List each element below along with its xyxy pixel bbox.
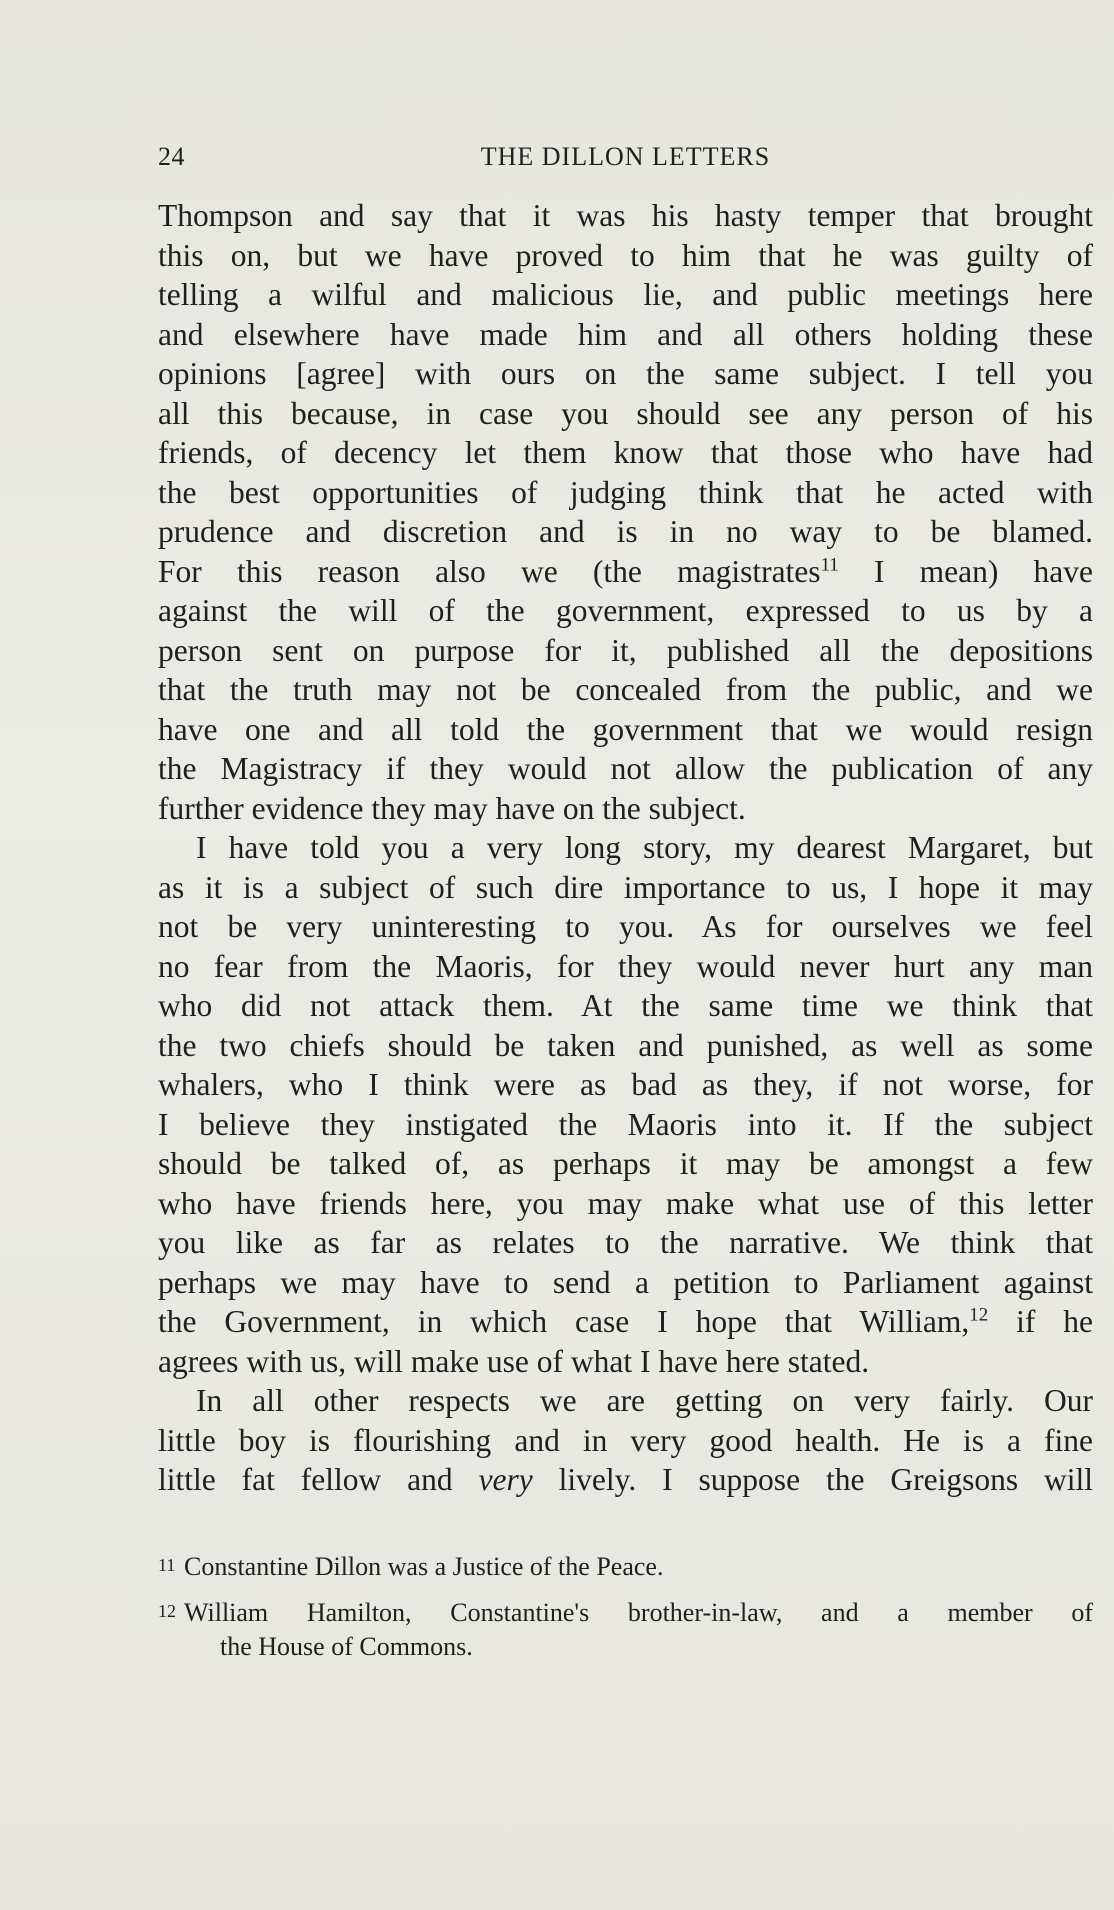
footnote-ref-12: 12 — [969, 1304, 989, 1326]
text-line: perhaps we may have to send a petition to Parliament against — [158, 1264, 1093, 1300]
text-line-with-emphasis — [158, 1460, 1093, 1500]
text-segment: little fat fellow and — [158, 1462, 479, 1497]
text-line: as it is a subject of such dire importance to us, I hope it may — [158, 869, 1093, 905]
text-line: who have friends here, you may make what use of this letter — [158, 1185, 1093, 1221]
text-segment: the Government, in which case I hope that William, — [158, 1304, 970, 1339]
text-line: against the will of the government, expressed to us by a — [158, 593, 1093, 628]
text-line: the Magistracy if they would not allow the publication of any — [158, 751, 1093, 786]
text-line: the two chiefs should be taken and punished, as well as some — [158, 1027, 1093, 1063]
text-line-with-footnote — [158, 552, 1093, 592]
text-line: whalers, who I think were as bad as they, if not worse, for — [158, 1067, 1093, 1102]
footnote-11 — [158, 1550, 1093, 1584]
text-line: no fear from the Maoris, for they would never hurt any man — [158, 948, 1093, 984]
paragraph-1 — [158, 196, 1093, 828]
text-line: agrees with us, will make use of what I have here stated. — [158, 1343, 870, 1379]
text-line: telling a wilful and malicious lie, and public meetings here — [158, 277, 1093, 312]
footnote-ref-11: 11 — [820, 554, 839, 575]
paragraph-3 — [158, 1381, 1093, 1500]
text-line: the best opportunities of judging think that he acted with — [158, 474, 1093, 510]
text-line: have one and all told the government that we would resign — [158, 711, 1093, 747]
text-segment: if he — [988, 1304, 1093, 1339]
footnote-text — [184, 1596, 1093, 1664]
running-title: THE DILLON LETTERS — [480, 142, 771, 171]
text-segment: lively. I suppose the Greigsons will — [532, 1462, 1093, 1497]
text-line: friends, of decency let them know that those who have had — [158, 435, 1093, 470]
footnote-mark: 12 — [158, 1601, 176, 1621]
footnote-line: William Hamilton, Constantine's brother-in-law, and a member of — [184, 1598, 1093, 1627]
text-line: and elsewhere have made him and all others holding these — [158, 316, 1093, 352]
text-line: opinions [agree] with ours on the same subject. I tell you — [158, 356, 1093, 391]
footnotes — [158, 1550, 1093, 1676]
text-line: all this because, in case you should see any person of his — [158, 395, 1093, 431]
text-line: who did not attack them. At the same time we think that — [158, 988, 1093, 1023]
text-line: prudence and discretion and is in no way to be blamed. — [158, 514, 1093, 549]
text-line: person sent on purpose for it, published all the depositions — [158, 632, 1093, 668]
text-line: In all other respects we are getting on very fairly. Our — [196, 1383, 1093, 1418]
footnote-line: the House of Commons. — [220, 1632, 473, 1661]
footnote-mark: 11 — [158, 1555, 176, 1575]
page-header — [158, 142, 1093, 176]
text-segment: For this reason also we (the magistrates — [158, 553, 821, 589]
page-number: 24 — [158, 142, 185, 171]
body-text — [158, 196, 1093, 1500]
text-segment: I mean) have — [838, 553, 1093, 589]
text-line: little boy is flourishing and in very good health. He is a fine — [158, 1422, 1093, 1458]
text-line-with-footnote — [158, 1302, 1093, 1342]
text-line: not be very uninteresting to you. As for ourselves we feel — [158, 909, 1093, 944]
text-line: should be talked of, as perhaps it may be amongst a few — [158, 1146, 1093, 1181]
text-line: you like as far as relates to the narrative. We think that — [158, 1225, 1093, 1260]
footnote-line: Constantine Dillon was a Justice of the Peace. — [184, 1552, 664, 1581]
emphasis-very: very — [478, 1462, 533, 1497]
text-line: this on, but we have proved to him that he was guilty of — [158, 237, 1093, 273]
text-line: I believe they instigated the Maoris into it. If the subject — [158, 1106, 1093, 1142]
text-line: further evidence they may have on the subject. — [158, 790, 746, 826]
text-line: that the truth may not be concealed from the public, and we — [158, 672, 1093, 707]
footnote-text — [184, 1550, 1093, 1584]
text-line: Thompson and say that it was his hasty temper that brought — [158, 198, 1093, 233]
footnote-12 — [158, 1596, 1093, 1664]
paragraph-2 — [158, 828, 1093, 1381]
text-line: I have told you a very long story, my dearest Margaret, but — [196, 830, 1093, 865]
